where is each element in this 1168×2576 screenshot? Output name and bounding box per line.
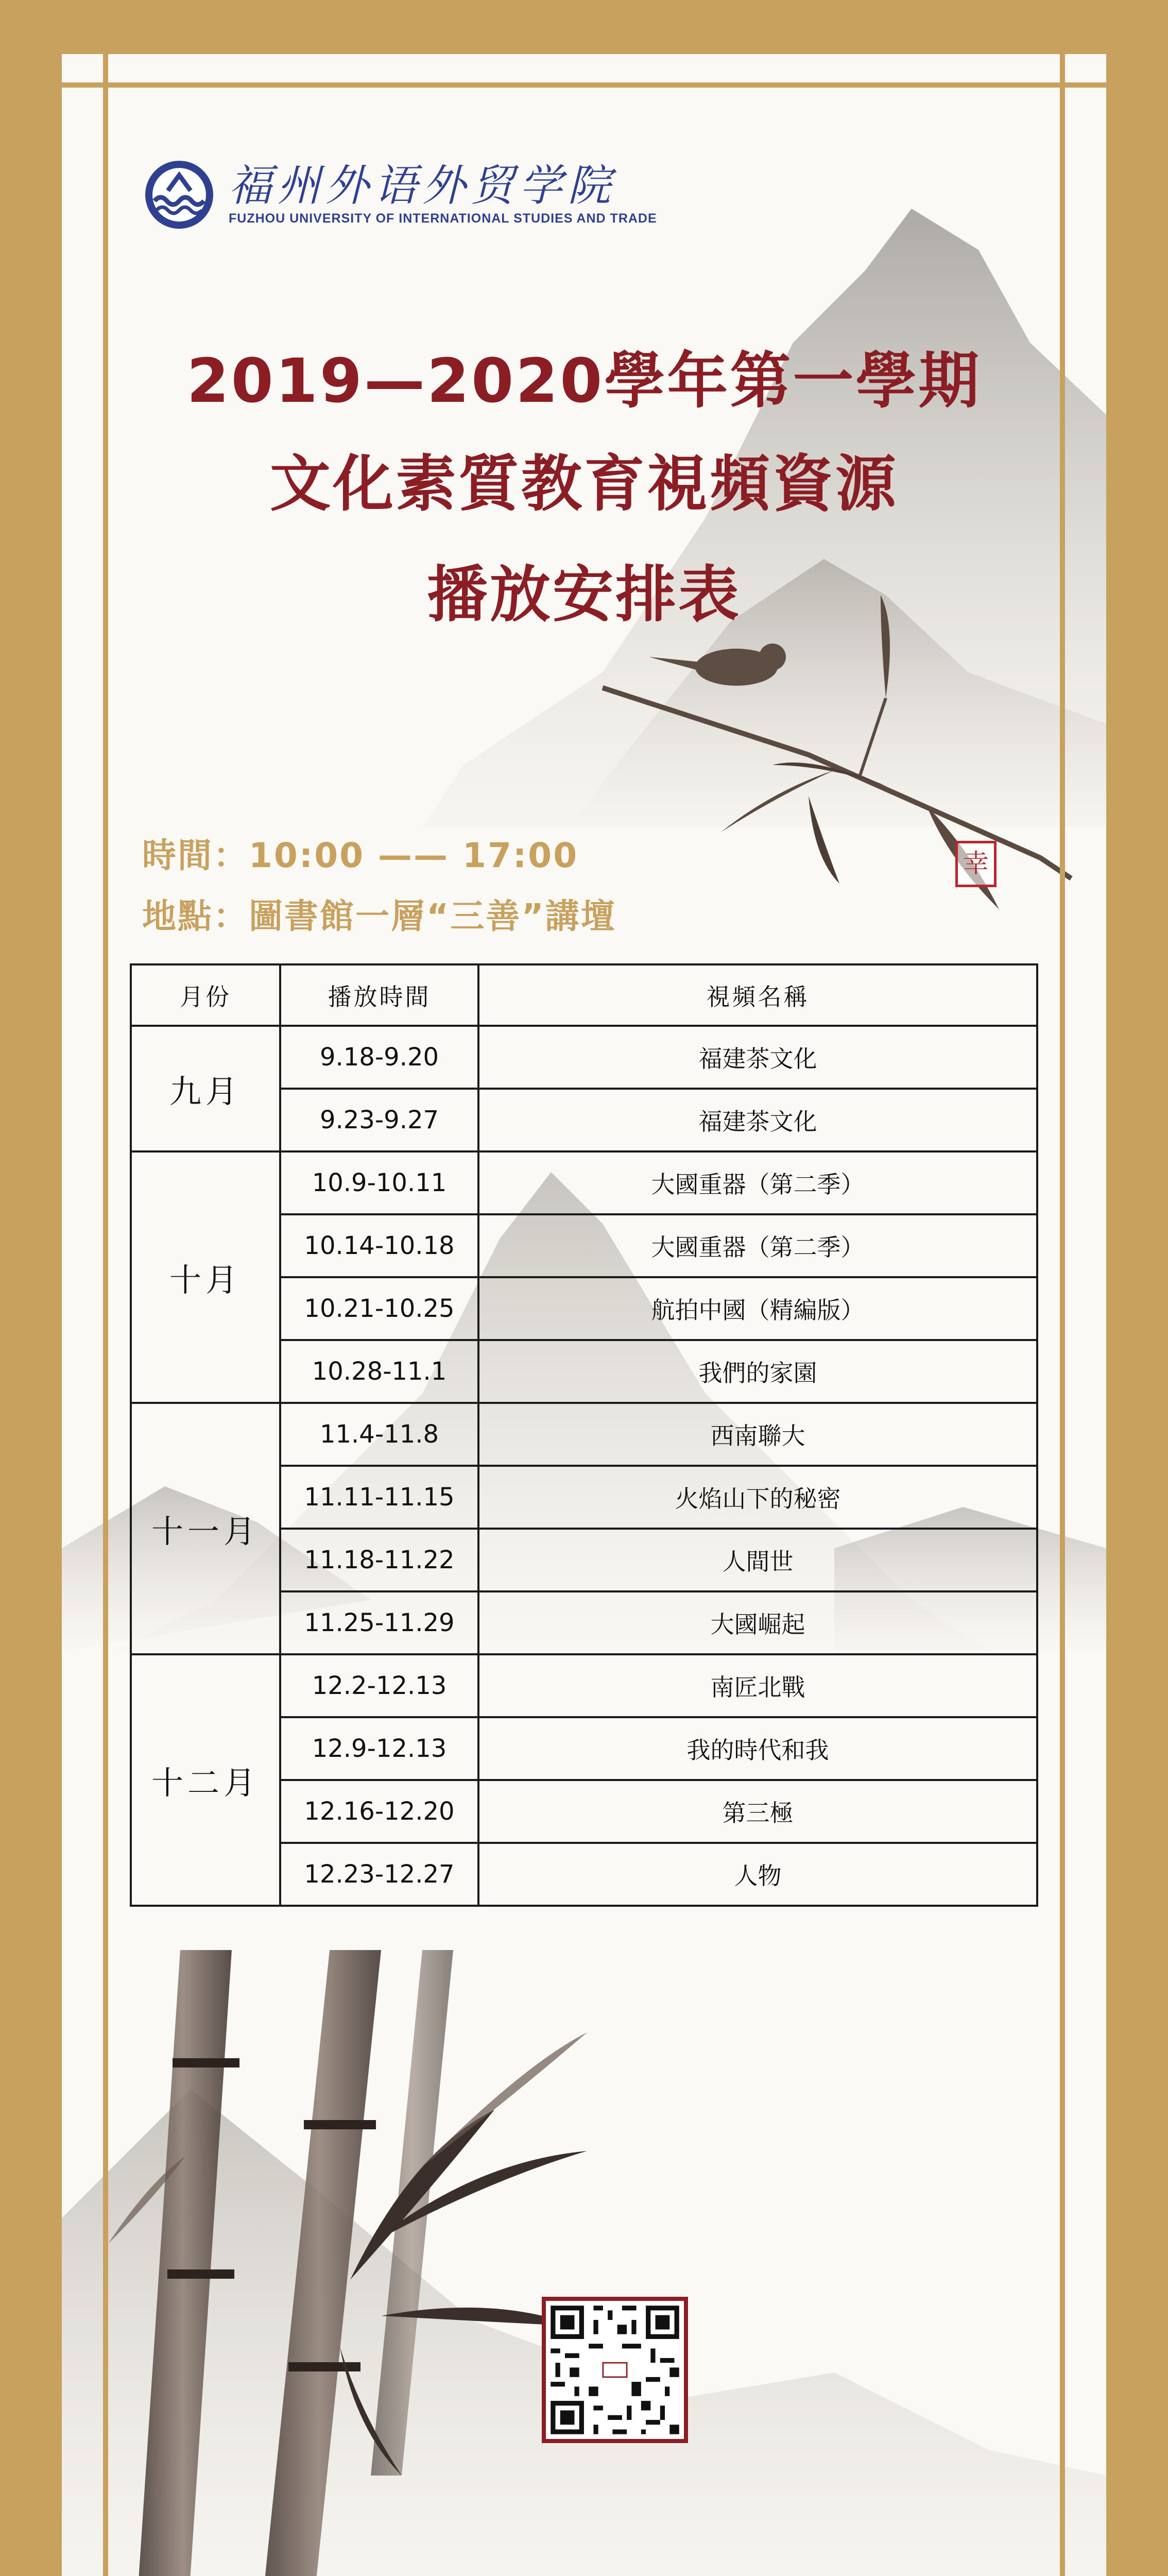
logo-chinese-name: 福州外语外贸学院 <box>229 160 616 211</box>
dates-cell: 10.28-11.1 <box>280 1340 478 1403</box>
table-row <box>131 1654 1037 1717</box>
title-line-1: 2019—2020學年第一學期 <box>186 345 982 416</box>
logo-english-name: FUZHOU UNIVERSITY OF INTERNATIONAL STUDIES AND TRADE <box>229 211 657 226</box>
video-title-cell: 福建茶文化 <box>478 1089 1037 1151</box>
dates-cell: 10.14-10.18 <box>280 1214 478 1277</box>
video-title-cell: 大國重器（第二季） <box>478 1214 1037 1277</box>
place-info: 地點：圖書館一層“三善”講壇 <box>142 896 616 936</box>
month-cell: 十一月 <box>131 1403 280 1654</box>
video-title-cell: 福建茶文化 <box>478 1026 1037 1089</box>
video-title-cell: 第三極 <box>478 1780 1037 1843</box>
title-line-2: 文化素質教育視頻資源 <box>269 448 898 519</box>
dates-cell: 12.9-12.13 <box>280 1717 478 1780</box>
video-title-cell: 我們的家園 <box>478 1340 1037 1403</box>
title-line-3: 播放安排表 <box>426 559 741 630</box>
video-title-cell: 火焰山下的秘密 <box>478 1466 1037 1529</box>
video-title-cell: 人間世 <box>478 1529 1037 1591</box>
month-cell: 九月 <box>131 1026 280 1151</box>
frame-inner-line-left <box>103 54 108 2576</box>
dates-cell: 9.23-9.27 <box>280 1089 478 1151</box>
dates-cell: 11.4-11.8 <box>280 1403 478 1466</box>
red-seal-stamp: 幸 <box>955 841 997 887</box>
table-row <box>131 1403 1037 1466</box>
dates-cell: 11.25-11.29 <box>280 1591 478 1654</box>
dates-cell: 9.18-9.20 <box>280 1026 478 1089</box>
header-video-title: 視頻名稱 <box>478 964 1037 1026</box>
university-logo <box>143 159 657 231</box>
dates-cell: 11.18-11.22 <box>280 1529 478 1591</box>
university-emblem-icon <box>143 159 215 231</box>
table-header-row <box>131 964 1037 1026</box>
table-row <box>131 1151 1037 1214</box>
month-cell: 十月 <box>131 1151 280 1403</box>
video-title-cell: 大國重器（第二季） <box>478 1151 1037 1214</box>
video-title-cell: 南匠北戰 <box>478 1654 1037 1717</box>
header-dates: 播放時間 <box>280 964 478 1026</box>
table-row <box>131 1026 1037 1089</box>
qr-code <box>542 2297 688 2443</box>
video-title-cell: 人物 <box>478 1843 1037 1906</box>
dates-cell: 12.2-12.13 <box>280 1654 478 1717</box>
dates-cell: 10.21-10.25 <box>280 1277 478 1340</box>
frame-inner-line-right <box>1060 54 1065 2576</box>
video-title-cell: 我的時代和我 <box>478 1717 1037 1780</box>
dates-cell: 12.16-12.20 <box>280 1780 478 1843</box>
dates-cell: 12.23-12.27 <box>280 1843 478 1906</box>
frame-inner-line-top <box>62 82 1106 88</box>
video-title-cell: 航拍中國（精編版） <box>478 1277 1037 1340</box>
video-title-cell: 西南聯大 <box>478 1403 1037 1466</box>
time-info: 時間：10:00 —— 17:00 <box>142 836 579 875</box>
schedule-table <box>130 963 1038 1907</box>
dates-cell: 10.9-10.11 <box>280 1151 478 1214</box>
header-month: 月份 <box>131 964 280 1026</box>
video-title-cell: 大國崛起 <box>478 1591 1037 1654</box>
dates-cell: 11.11-11.15 <box>280 1466 478 1529</box>
qr-code-icon <box>546 2301 684 2439</box>
month-cell: 十二月 <box>131 1654 280 1906</box>
